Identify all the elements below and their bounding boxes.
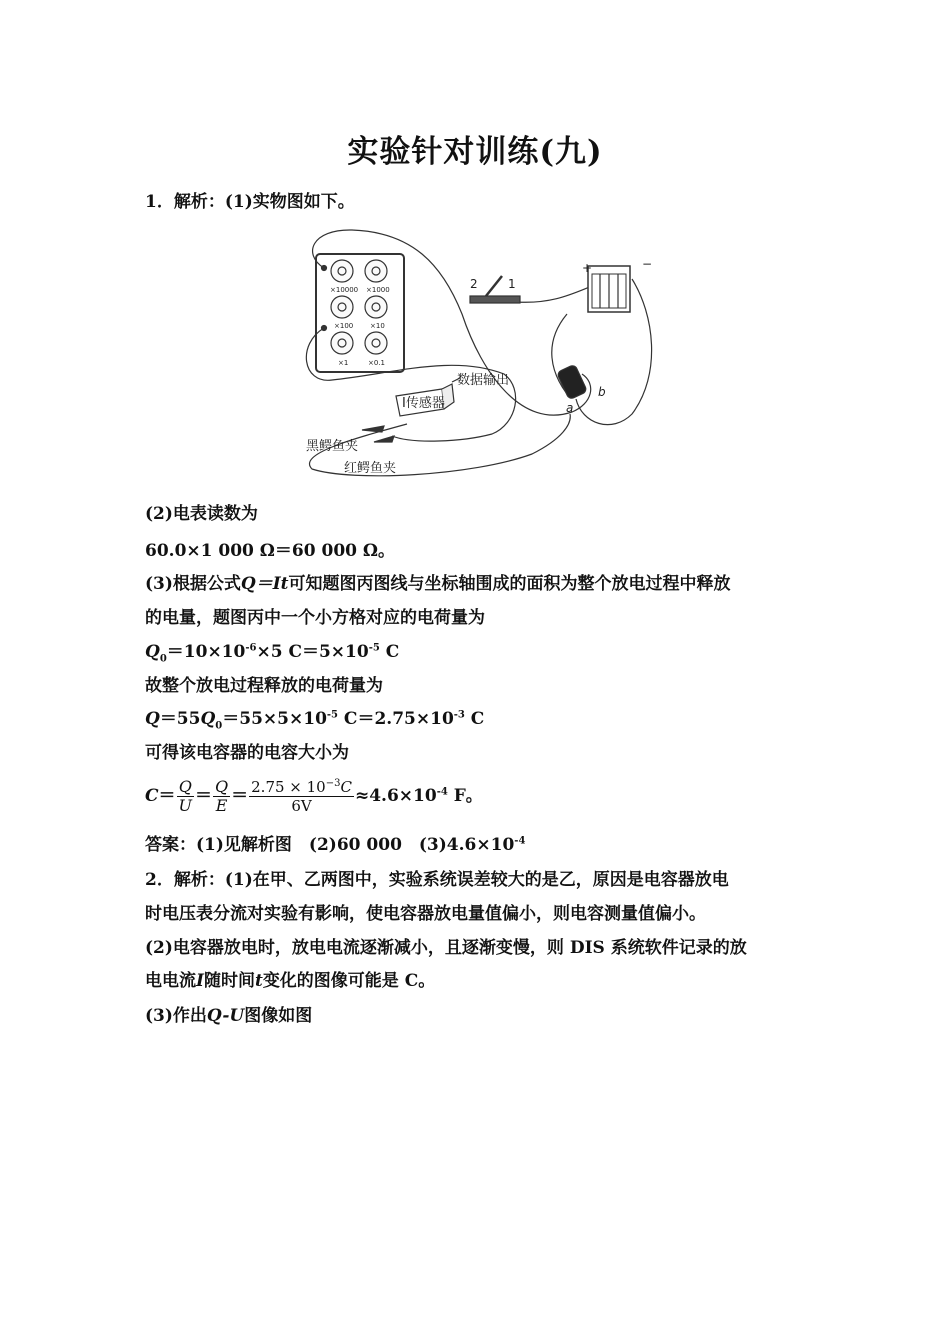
resistance-box <box>316 254 404 372</box>
capacitor-label-b: b <box>598 385 606 399</box>
q1-answer: 答案：(1)见解析图 (2)60 000 $(3)4.6\times 10^{-4}$ <box>145 835 526 855</box>
q1-p2-a: (2)电表读数为 <box>145 504 258 524</box>
label-x100: ×100 <box>334 322 354 330</box>
q1-heading: 1．解析：(1)实物图如下。 <box>145 192 355 212</box>
q1-total-equation: $Q=55Q_0=55\times 5\times 10^{-5}$ $C=2.75\times 10^{-3}$ C <box>145 709 485 732</box>
label-x1: ×1 <box>338 359 349 367</box>
battery-plus-label: + <box>582 261 593 275</box>
black-clip-label: 黑鳄鱼夹 <box>306 439 359 454</box>
battery-minus-label: − <box>642 257 653 271</box>
q2-line3: (2)电容器放电时，放电电流逐渐减小，且逐渐变慢，则 DIS 系统软件记录的放 <box>145 938 747 958</box>
q1-capacitance-equation: C＝ $\frac{Q}{U}$ ＝ $\frac{Q}{E}$ ＝ $\frac{2.75 \times 10^{-3}C}{6V}$ $\approx 4.6\times 10^{-4}$ F。 <box>145 777 483 815</box>
q2-line5: (3)作出Q-U图像如图 <box>145 1006 313 1026</box>
switch-label-1: 1 <box>508 277 516 291</box>
label-x10000: ×10000 <box>330 286 359 294</box>
q2-line2: 时电压表分流对实验有影响，使电容器放电量值偏小，则电容测量值偏小。 <box>145 904 706 924</box>
sensor-label: I传感器 <box>402 396 445 411</box>
q1-p3-line2: 的电量，题图丙中一个小方格对应的电荷量为 <box>145 608 485 628</box>
q2-line4: 电电流I随时间t变化的图像可能是 C。 <box>145 971 436 991</box>
data-output-label: 数据输出 <box>457 373 510 388</box>
switch-label-2: 2 <box>470 277 478 291</box>
circuit-diagram <box>292 224 664 486</box>
q1-q0-equation: $Q_0=10\times 10^{-6}\times 5$ $C=5\times 10^{-5}$ C <box>145 642 400 665</box>
q1-capacitance-text: 可得该电容器的电容大小为 <box>145 743 349 763</box>
q1-p3-line1: (3)根据公式Q＝It可知题图丙图线与坐标轴围成的面积为整个放电过程中释放 <box>145 574 731 594</box>
red-clip-label: 红鳄鱼夹 <box>344 461 397 476</box>
capacitor-label-a: a <box>566 401 574 415</box>
label-x01: ×0.1 <box>368 359 385 367</box>
q1-p2-b: 60.0×1 000 Ω＝60 000 Ω。 <box>145 541 396 561</box>
label-x1000: ×1000 <box>366 286 390 294</box>
q2-line1: 2．解析：(1)在甲、乙两图中，实验系统误差较大的是乙，原因是电容器放电 <box>145 870 729 890</box>
label-x10: ×10 <box>370 322 385 330</box>
page-title: 实验针对训练(九) <box>347 134 603 170</box>
q1-total-text: 故整个放电过程释放的电荷量为 <box>145 676 383 696</box>
